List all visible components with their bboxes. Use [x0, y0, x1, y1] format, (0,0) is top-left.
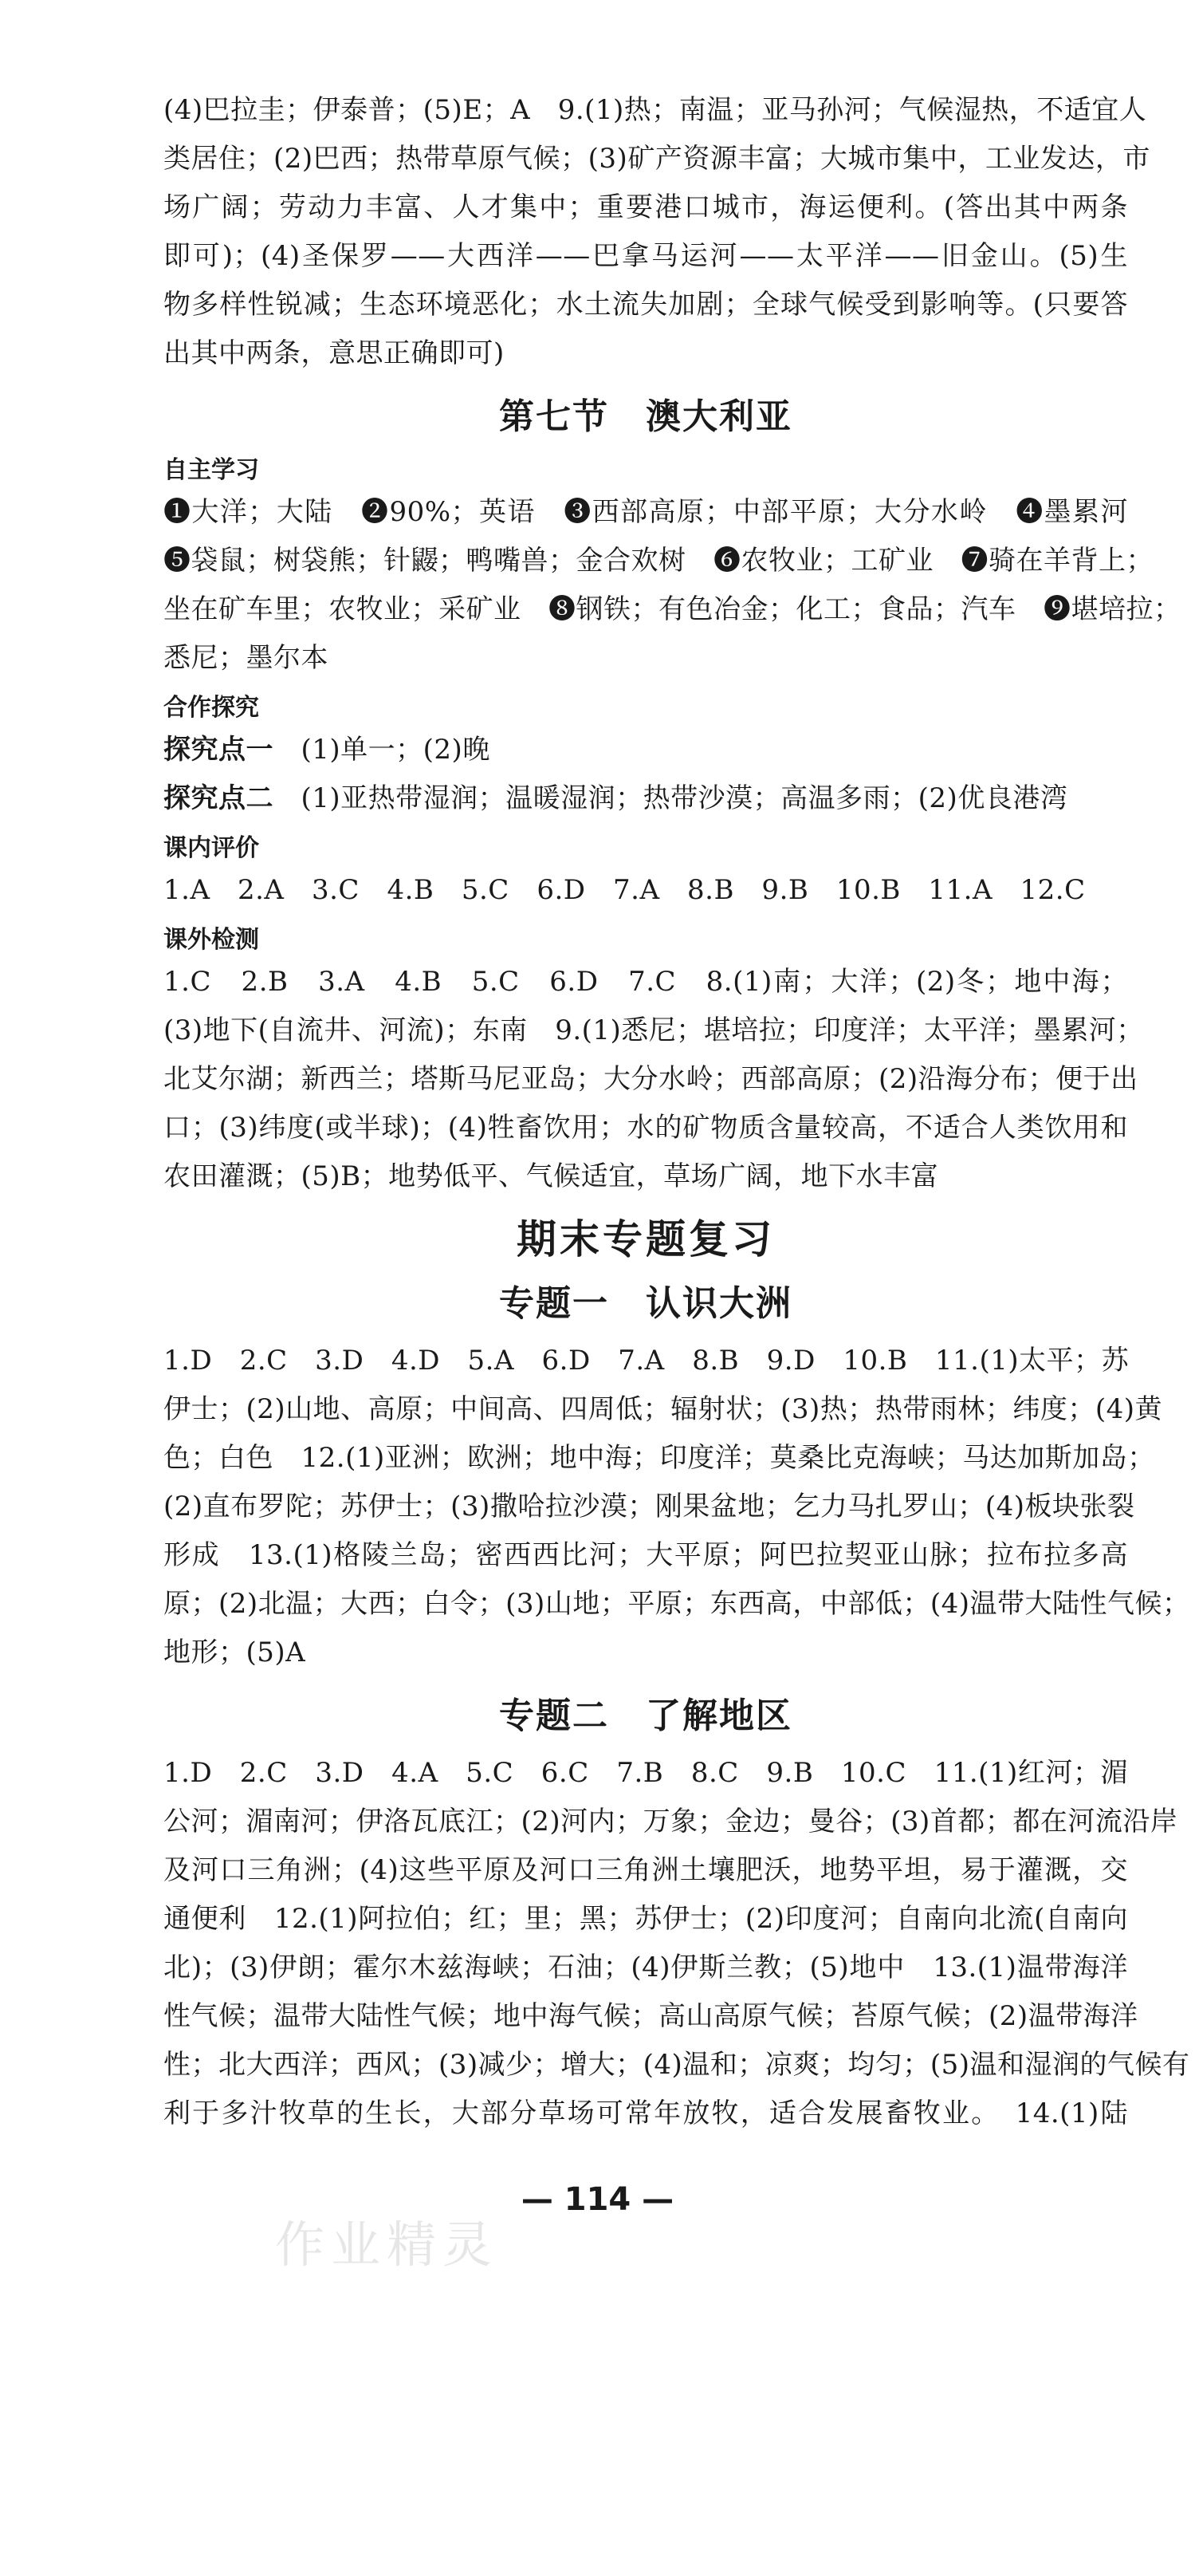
text-line: 地形；(5)A — [163, 1637, 306, 1668]
subsection-heading: 合作探究 — [163, 694, 259, 722]
subsection-heading: 自主学习 — [163, 456, 259, 484]
text-line: 公河；湄南河；伊洛瓦底江；(2)河内；万象；金边；曼谷；(3)首都；都在河流沿岸 — [163, 1806, 1178, 1837]
inquiry-answer: (1)亚热带湿润；温暖湿润；热带沙漠；高温多雨；(2)优良港湾 — [301, 782, 1068, 814]
text-line: 即可)；(4)圣保罗——大西洋——巴拿马运河——太平洋——旧金山。(5)生 — [163, 240, 1128, 272]
text-line: ❺袋鼠；树袋熊；针鼹；鸭嘴兽；金合欢树 ❻农牧业；工矿业 ❼骑在羊背上； — [163, 545, 1154, 577]
text-line: 性；北大西洋；西风；(3)减少；增大；(4)温和；凉爽；均匀；(5)温和湿润的气候有 — [163, 2049, 1190, 2081]
text-line: 坐在矿车里；农牧业；采矿业 ❽钢铁；有色冶金；化工；食品；汽车 ❾堪培拉； — [163, 593, 1181, 625]
inquiry-label: 探究点一 — [163, 734, 273, 766]
text-line: 利于多汁牧草的生长，大部分草场可常年放牧，适合发展畜牧业。 14.(1)陆 — [163, 2097, 1128, 2129]
topic-title: 专题一 认识大洲 — [499, 1283, 792, 1324]
text-line: 出其中两条，意思正确即可) — [163, 337, 505, 369]
text-line: 伊士；(2)山地、高原；中间高、四周低；辐射状；(3)热；热带雨林；纬度；(4)黄 — [163, 1393, 1162, 1425]
text-line: 原；(2)北温；大西；白令；(3)山地；平原；东西高，中部低；(4)温带大陆性气候； — [163, 1588, 1190, 1620]
text-line: (2)直布罗陀；苏伊士；(3)撒哈拉沙漠；刚果盆地；乞力马扎罗山；(4)板块张裂 — [163, 1491, 1135, 1522]
subsection-heading: 课外检测 — [163, 926, 259, 954]
inquiry-answer: (1)单一；(2)晚 — [301, 734, 490, 766]
text-line: 1.D 2.C 3.D 4.D 5.A 6.D 7.A 8.B 9.D 10.B 11.(1)太平；苏 — [163, 1345, 1130, 1377]
text-line: 1.A 2.A 3.C 4.B 5.C 6.D 7.A 8.B 9.B 10.B 11.A 12.C — [163, 874, 1086, 906]
text-line: 北艾尔湖；新西兰；塔斯马尼亚岛；大分水岭；西部高原；(2)沿海分布；便于出 — [163, 1063, 1138, 1095]
text-line: 农田灌溉；(5)B；地势低平、气候适宜，草场广阔，地下水丰富 — [163, 1160, 939, 1192]
text-line: 物多样性锐减；生态环境恶化；水土流失加剧；全球气候受到影响等。(只要答 — [163, 289, 1128, 321]
text-line: (3)地下(自流井、河流)；东南 9.(1)悉尼；堪培拉；印度洋；太平洋；墨累河； — [163, 1014, 1144, 1046]
text-line: 悉尼；墨尔本 — [163, 642, 328, 674]
text-line: 形成 13.(1)格陵兰岛；密西西比河；大平原；阿巴拉契亚山脉；拉布拉多高 — [163, 1539, 1128, 1571]
text-line: ❶大洋；大陆 ❷90%；英语 ❸西部高原；中部平原；大分水岭 ❹墨累河 — [163, 496, 1128, 528]
text-line — [163, 726, 1128, 774]
watermark: 作业精灵 — [275, 2216, 499, 2274]
text-line — [163, 774, 1128, 823]
text-line: (4)巴拉圭；伊泰普；(5)E；A 9.(1)热；南温；亚马孙河；气候湿热，不适宜人 — [163, 94, 1147, 126]
inquiry-label: 探究点二 — [163, 782, 273, 814]
text-line: 北)；(3)伊朗；霍尔木兹海峡；石油；(4)伊斯兰教；(5)地中 13.(1)温带海洋 — [163, 1952, 1128, 1983]
subsection-heading: 课内评价 — [163, 834, 259, 862]
text-line: 口；(3)纬度(或半球)；(4)牲畜饮用；水的矿物质含量较高，不适合人类饮用和 — [163, 1112, 1128, 1144]
text-line: 性气候；温带大陆性气候；地中海气候；高山高原气候；苔原气候；(2)温带海洋 — [163, 2000, 1138, 2032]
intro-block — [163, 86, 1150, 378]
review-title: 期末专题复习 — [517, 1216, 775, 1262]
text-line: 场广阔；劳动力丰富、人才集中；重要港口城市，海运便利。(答出其中两条 — [163, 191, 1128, 223]
text-line: 色；白色 12.(1)亚洲；欧洲；地中海；印度洋；莫桑比克海峡；马达加斯加岛； — [163, 1442, 1155, 1474]
text-line: 类居住；(2)巴西；热带草原气候；(3)矿产资源丰富；大城市集中，工业发达，市 — [163, 143, 1150, 175]
answer-page — [163, 86, 1190, 2138]
page-number: — 114 — — [521, 2181, 674, 2218]
text-line: 通便利 12.(1)阿拉伯；红；里；黑；苏伊士；(2)印度河；自南向北流(自南向 — [163, 1903, 1128, 1935]
topic-title: 专题二 了解地区 — [499, 1696, 792, 1736]
text-line: 1.C 2.B 3.A 4.B 5.C 6.D 7.C 8.(1)南；大洋；(2)冬；地中海； — [163, 966, 1128, 998]
text-line: 及河口三角洲；(4)这些平原及河口三角洲土壤肥沃，地势平坦，易于灌溉，交 — [163, 1854, 1128, 1886]
text-line: 1.D 2.C 3.D 4.A 5.C 6.C 7.B 8.C 9.B 10.C 11.(1)红河；湄 — [163, 1757, 1128, 1789]
section-title: 第七节 澳大利亚 — [499, 396, 792, 437]
